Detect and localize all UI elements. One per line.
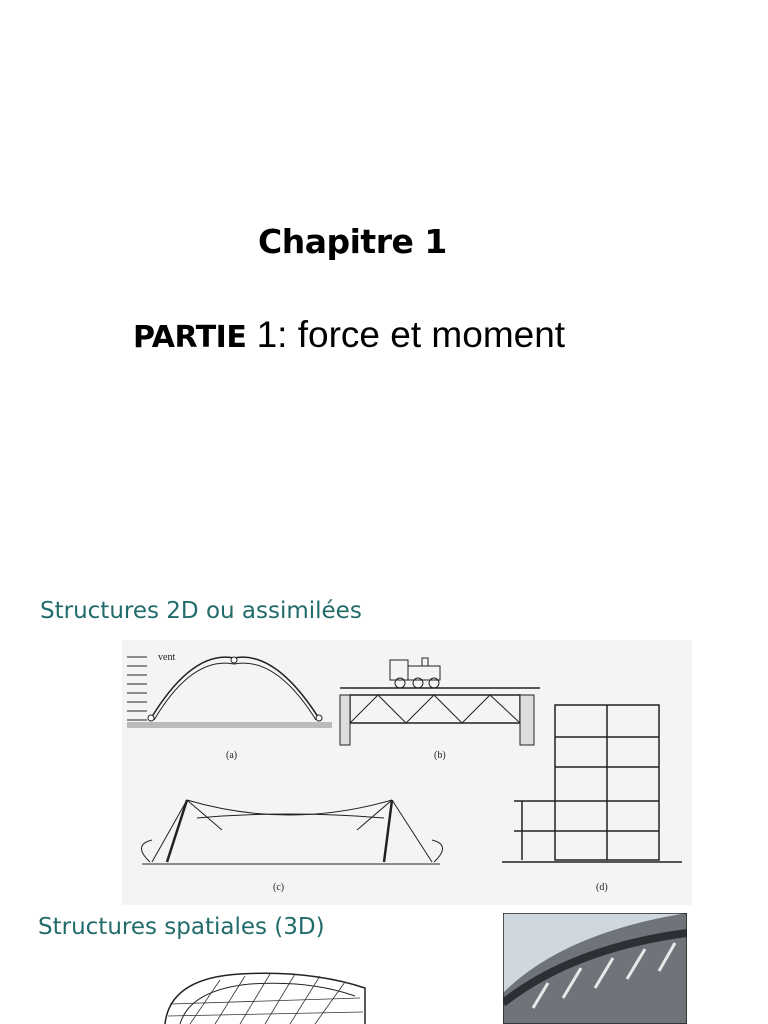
steel-structure-photo xyxy=(503,913,687,1024)
part-title-label: PARTIE xyxy=(133,320,247,355)
dome-wireframe-drawing xyxy=(160,968,370,1024)
part-title xyxy=(133,314,565,356)
caption-a: (a) xyxy=(226,750,238,761)
part-title-text: 1: force et moment xyxy=(256,314,566,355)
section-heading-3d: Structures spatiales (3D) xyxy=(38,914,325,940)
structures-2d-figure xyxy=(122,640,692,905)
chapter-title: Chapitre 1 xyxy=(258,222,447,261)
caption-b: (b) xyxy=(434,750,446,761)
caption-c: (c) xyxy=(273,882,285,893)
wind-label: vent xyxy=(158,652,176,663)
section-heading-2d: Structures 2D ou assimilées xyxy=(40,598,362,624)
caption-d: (d) xyxy=(596,882,608,893)
